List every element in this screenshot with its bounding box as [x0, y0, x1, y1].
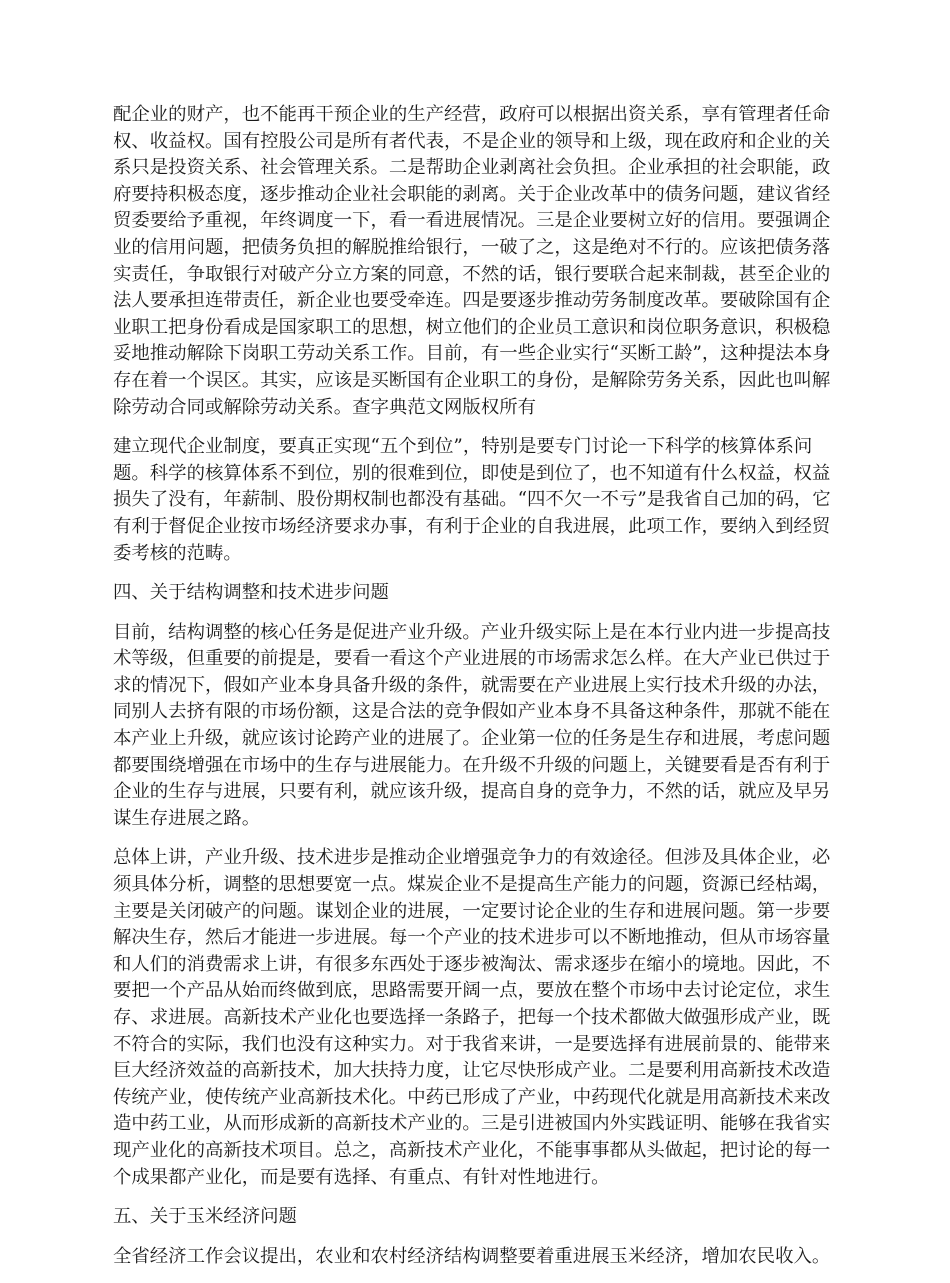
- paragraph-modern-enterprise-system: 建立现代企业制度，要真正实现“五个到位”，特别是要专门讨论一下科学的核算体系问 题。科学的核算体系不到位，别的很难到位，即使是到位了，也不知道有什么权益，权益 损失了没有，年薪制、股份期权制也都没有基础。“四不欠一不亏”是我省自己加的码，它 有利于督促企业按市场经济要求办事，有利于企业的自我进展，此项工作，要纳入到经贸 委考核的范畴。: [113, 436, 831, 564]
- section-heading-structure-adjustment: 四、关于结构调整和技术进步问题: [113, 582, 389, 604]
- paragraph-corn-economy: 全省经济工作会议提出，农业和农村经济结构调整要着重进展玉米经济，增加农民收入。: [113, 1245, 831, 1267]
- paragraph-industry-upgrade: 目前，结构调整的核心任务是促进产业升级。产业升级实际上是在本行业内进一步提高技 术等级，但重要的前提是，要看一看这个产业进展的市场需求怎么样。在大产业已供过于 求的情况下，假如产业本身具备升级的条件，就需要在产业进展上实行技术升级的办法， 同别人去挤有限的市场份额，这是合法的竞争假如产业本身不具备这种条件，那就不能在 本产业上升级，就应该讨论跨产业的进展了。企业第一位的任务是生存和进展，考虑问题 都要围绕增强在市场中的生存与进展能力。在升级不升级的问题上，关键要看是否有利于 企业的生存与进展，只要有利，就应该升级，提高自身的竞争力，不然的话，就应及早另 谋生存进展之路。: [113, 621, 831, 829]
- paragraph-enterprise-reform: 配企业的财产，也不能再干预企业的生产经营，政府可以根据出资关系，享有管理者任命 权、收益权。国有控股公司是所有者代表，不是企业的领导和上级，现在政府和企业的关 系只是投资关系、社会管理关系。二是帮助企业剥离社会负担。企业承担的社会职能，政 府要持积极态度，逐步推动企业社会职能的剥离。关于企业改革中的债务问题，建议省经 贸委要给予重视，年终调度一下，看一看进展情况。三是企业要树立好的信用。要强调企 业的信用问题，把债务负担的解脱推给银行，一破了之，这是绝对不行的。应该把债务落 实责任，争取银行对破产分立方案的同意，不然的话，银行要联合起来制裁，甚至企业的 法人要承担连带责任，新企业也要受牵连。四是要逐步推动劳务制度改革。要破除国有企 业职工把身份看成是国家职工的思想，树立他们的企业员工意识和岗位职务意识，积极稳 妥地推动解除下岗职工劳动关系工作。目前，有一些企业实行“买断工龄”，这种提法本身 存在着一个误区。其实，应该是买断国有企业职工的身份，是解除劳务关系，因此也叫解 除劳动合同或解除劳动关系。查字典范文网版权所有: [113, 104, 831, 418]
- section-heading-corn-economy: 五、关于玉米经济问题: [113, 1206, 297, 1228]
- document-body: [113, 102, 840, 1283]
- paragraph-tech-progress: 总体上讲，产业升级、技术进步是推动企业增强竞争力的有效途径。但涉及具体企业，必 须具体分析，调整的思想要宽一点。煤炭企业不是提高生产能力的问题，资源已经枯竭， 主要是关闭破产的问题。谋划企业的进展，一定要讨论企业的生存和进展问题。第一步要 解决生存，然后才能进一步进展。每一个产业的技术进步可以不断地推动，但从市场容量 和人们的消费需求上讲，有很多东西处于逐步被淘汰、需求逐步在缩小的境地。因此，不 要把一个产品从始而终做到底，思路需要开阔一点，要放在整个市场中去讨论定位，求生 存、求进展。高新技术产业化也要选择一条路子，把每一个技术都做大做强形成产业，既 不符合的实际，我们也没有这种实力。对于我省来讲，一是要选择有进展前景的、能带来 巨大经济效益的高新技术，加大扶持力度，让它尽快形成产业。二是要利用高新技术改造 传统产业，使传统产业高新技术化。中药已形成了产业，中药现代化就是用高新技术来改 造中药工业，从而形成新的高新技术产业的。三是引进被国内外实践证明、能够在我省实 现产业化的高新技术项目。总之，高新技术产业化，不能事事都从头做起，把讨论的每一 个成果都产业化，而是要有选择、有重点、有针对性地进行。: [113, 847, 831, 1188]
